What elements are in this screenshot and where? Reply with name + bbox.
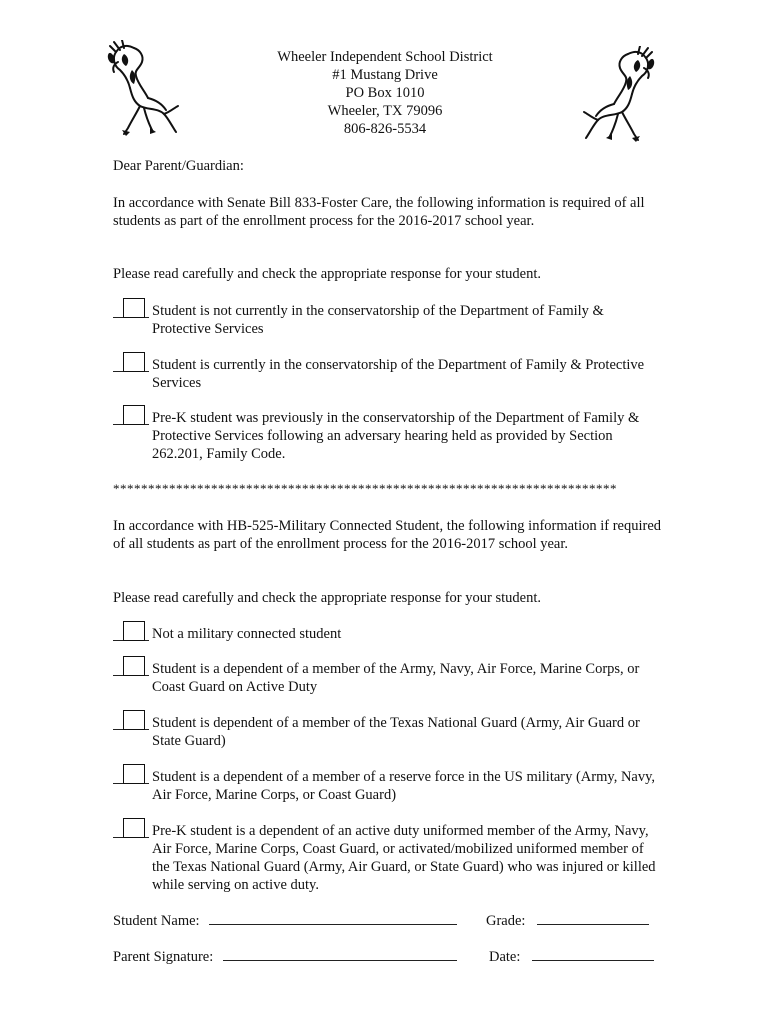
foster-option-1-checkbox[interactable] [123,298,145,318]
date-field [489,946,654,966]
student-name-field [113,910,457,930]
military-option-1-label: Not a military connected student [152,626,342,642]
date-input[interactable] [532,946,654,961]
grade-label: Grade: [486,913,526,929]
foster-option-2-checkbox[interactable] [123,352,145,372]
mustang-logo-right [580,46,658,142]
military-instruction: Please read carefully and check the appropriate response for your student. [113,590,541,606]
district-name: Wheeler Independent School District [277,49,493,65]
greeting: Dear Parent/Guardian: [113,158,244,174]
student-name-label: Student Name: [113,913,200,929]
section-separator: ************************************************************************ [113,481,617,496]
military-option-2-label: Student is a dependent of a member of the Army, Navy, Air Force, Marine Corps, or Coast Guard on Active Duty [152,661,640,695]
district-po-box: PO Box 1010 [345,85,425,101]
mustang-logo-left [104,40,182,136]
date-label: Date: [489,949,521,965]
military-option-3-checkbox[interactable] [123,710,145,730]
grade-field [486,910,649,930]
military-option-4-label: Student is a dependent of a member of a reserve force in the US military (Army, Navy, Air Force, Marine Corps, or Coast Guard) [152,769,656,803]
military-option-5-checkbox[interactable] [123,818,145,838]
foster-option-3-checkbox[interactable] [123,405,145,425]
grade-input[interactable] [537,910,649,925]
district-street: #1 Mustang Drive [332,67,438,83]
military-option-1-checkbox[interactable] [123,621,145,641]
district-phone: 806-826-5534 [343,121,427,137]
parent-signature-label: Parent Signature: [113,949,214,965]
foster-care-intro: In accordance with Senate Bill 833-Foster Care, the following information is required of all students as part of the enrollment process for the 2016-2017 school year. [113,195,645,229]
military-option-4-checkbox[interactable] [123,764,145,784]
foster-care-instruction: Please read carefully and check the appropriate response for your student. [113,266,541,282]
foster-option-2-label: Student is currently in the conservatorship of the Department of Family & Protective Services [152,357,645,391]
student-name-input[interactable] [209,910,457,925]
military-option-5-label: Pre-K student is a dependent of an active duty uniformed member of the Army, Navy, Air Force, Marine Corps, Coast Guard, or activated/mobilized uniformed member of the Texas National Guard (Army, Air Guard, or State Guard) who was injured or killed while serving on active duty. [152,823,656,893]
military-option-3-label: Student is dependent of a member of the Texas National Guard (Army, Air Guard or State Guard) [152,715,640,749]
military-option-2-checkbox[interactable] [123,656,145,676]
district-header [200,48,570,138]
foster-option-1-label: Student is not currently in the conservatorship of the Department of Family & Protective Services [152,303,604,337]
military-intro: In accordance with HB-525-Military Connected Student, the following information if required of all students as part of the enrollment process for the 2016-2017 school year. [113,518,662,552]
foster-option-3-label: Pre-K student was previously in the conservatorship of the Department of Family & Protective Services following an adversary hearing held as provided by Section 262.201, Family Code. [152,410,640,462]
parent-signature-field [113,946,457,966]
parent-signature-input[interactable] [223,946,457,961]
district-city: Wheeler, TX 79096 [327,103,443,119]
